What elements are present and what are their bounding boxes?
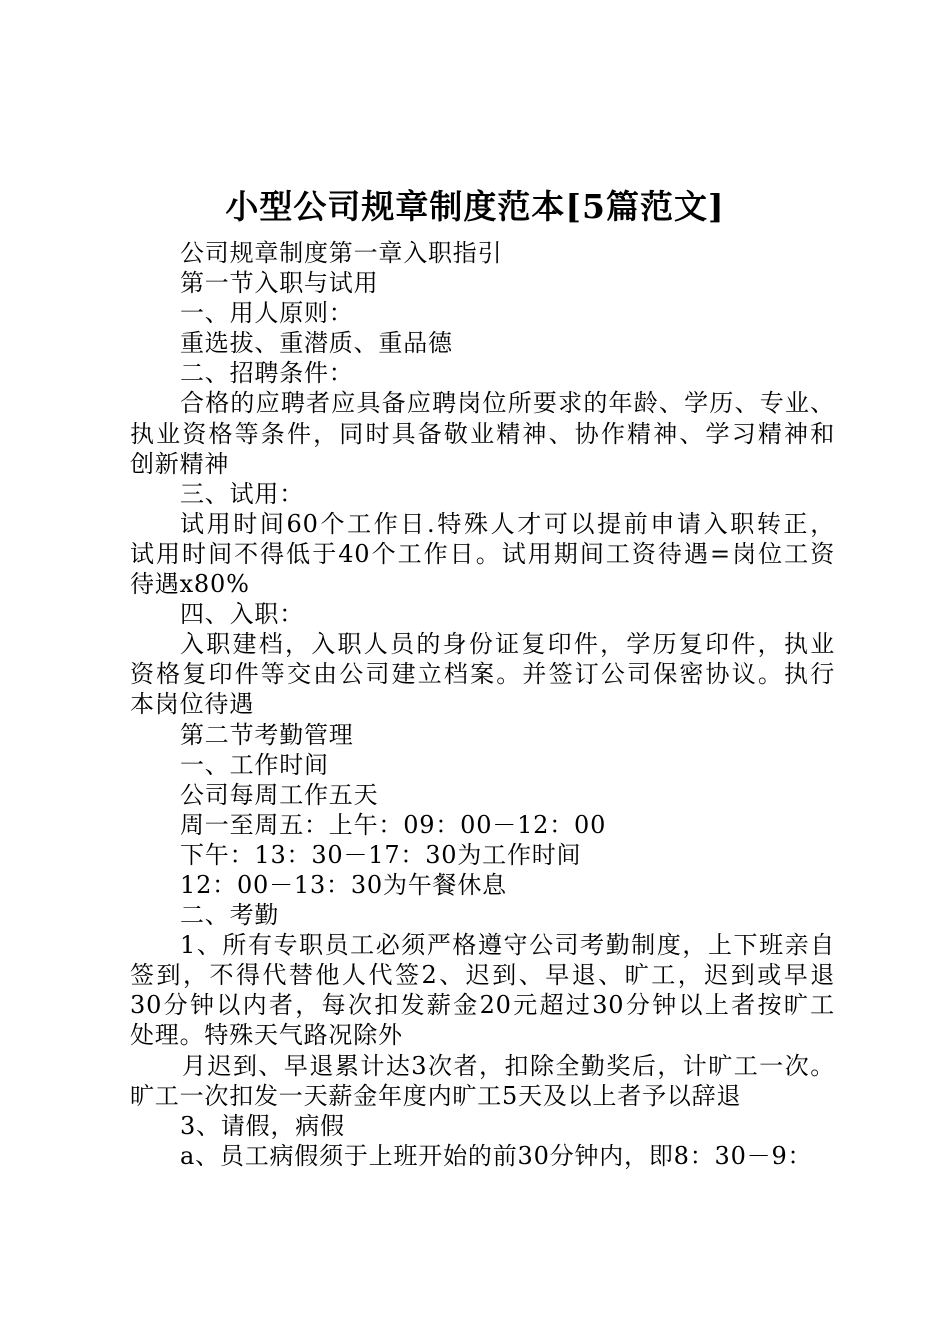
text-line: 二、考勤 <box>180 901 280 930</box>
text-line: 四、入职： <box>180 600 304 629</box>
paragraph-line: 旷工一次扣发一天薪金年度内旷工5天及以上者予以辞退 <box>130 1081 742 1110</box>
document-body <box>130 238 835 1171</box>
text-line: 周一至周五：上午：09：00－12：00 <box>180 810 607 839</box>
text-line: 下午：13：30－17：30为工作时间 <box>180 840 582 869</box>
text-line: 一、用人原则： <box>180 299 354 328</box>
text-line: a、员工病假须于上班开始的前30分钟内，即8：30－9： <box>180 1141 813 1170</box>
paragraph-line: 合格的应聘者应具备应聘岗位所要求的年龄、学历、专业、 <box>180 389 835 418</box>
text-line: 二、招聘条件： <box>180 359 354 388</box>
paragraph-line: 执业资格等条件，同时具备敬业精神、协作精神、学习精神和 <box>130 419 835 448</box>
paragraph-line: 1、所有专职员工必须严格遵守公司考勤制度，上下班亲自 <box>180 931 835 960</box>
paragraph-line: 处理。特殊天气路况除外 <box>130 1021 403 1050</box>
text-line: 12：00－13：30为午餐休息 <box>180 870 507 899</box>
text-line: 公司规章制度第一章入职指引 <box>180 239 503 267</box>
document-title: 小型公司规章制度范本[5篇范文] <box>225 187 725 226</box>
text-line: 公司每周工作五天 <box>180 780 379 809</box>
paragraph-line: 待遇x80% <box>130 570 250 599</box>
paragraph-line: 签到，不得代替他人代签2、迟到、早退、旷工，迟到或早退 <box>130 961 835 990</box>
text-line: 第二节考勤管理 <box>180 720 354 749</box>
paragraph-line: 试用时间60个工作日.特殊人才可以提前申请入职转正， <box>180 509 835 538</box>
text-line: 一、工作时间 <box>180 750 329 779</box>
paragraph-line: 入职建档，入职人员的身份证复印件，学历复印件，执业 <box>180 630 835 659</box>
paragraph-line: 资格复印件等交由公司建立档案。并签订公司保密协议。执行 <box>130 660 835 689</box>
paragraph-line: 试用时间不得低于40个工作日。试用期间工资待遇=岗位工资 <box>130 539 835 568</box>
text-line: 三、试用： <box>180 479 304 508</box>
paragraph-line: 30分钟以内者，每次扣发薪金20元超过30分钟以上者按旷工 <box>130 991 835 1020</box>
text-line: 3、请假，病假 <box>180 1111 345 1140</box>
paragraph-line: 创新精神 <box>130 449 230 478</box>
paragraph-line: 月迟到、早退累计达3次者，扣除全勤奖后，计旷工一次。 <box>182 1051 835 1080</box>
text-line: 第一节入职与试用 <box>180 269 379 298</box>
paragraph-line: 本岗位待遇 <box>130 690 254 719</box>
text-line: 重选拔、重潜质、重品德 <box>180 329 453 358</box>
